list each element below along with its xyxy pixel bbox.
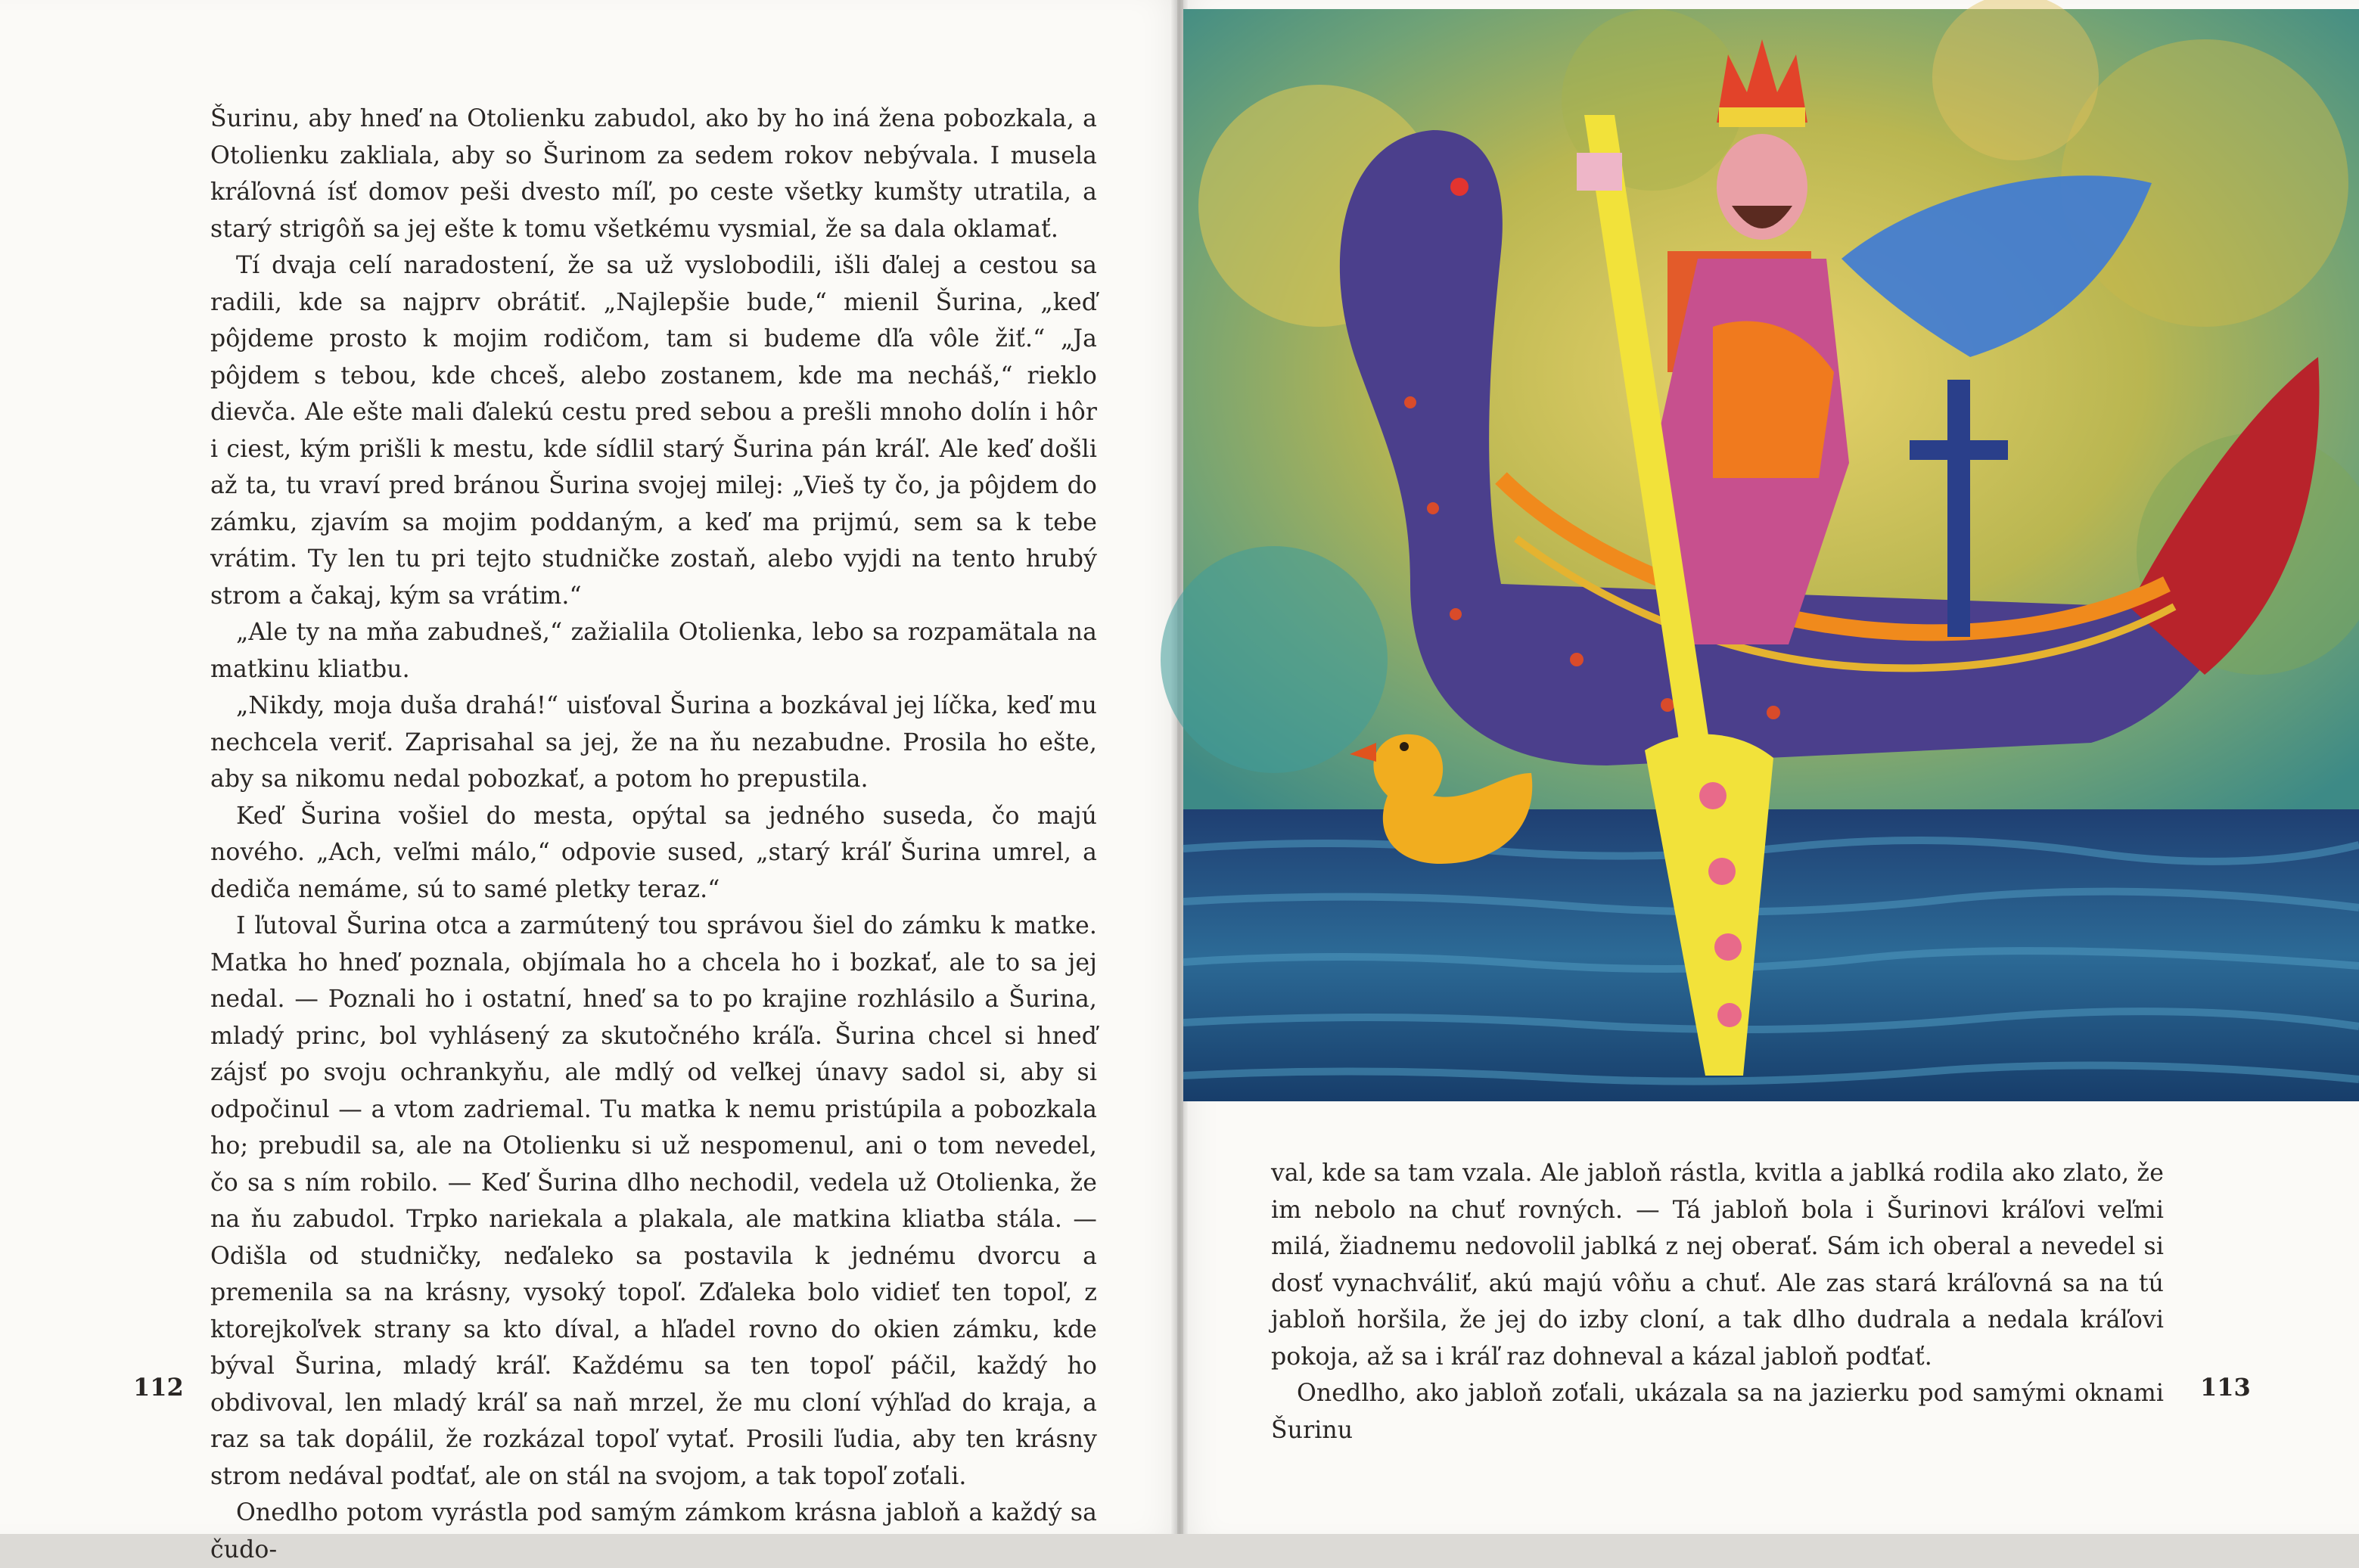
paragraph: Tí dvaja celí naradostení, že sa už vyslobodili, išli ďalej a cestou sa radili, kde sa najprv obrátiť. „Najlepšie bude,“ mienil Šurina, „keď pôjdeme prosto k mojim rodičom, tam si budeme dľa vôle žiť.“ „Ja pôjdem s tebou, kde chceš, alebo zostanem, kde ma necháš,“ rieklo dievča. Ale ešte mali ďalekú cestu pred sebou a prešli mnoho dolín i hôr i ciest, kým prišli k mestu, kde sídlil starý Šurina pán kráľ. Ale keď došli až ta, tu vraví pred bránou Šurina svojej milej: „Vieš ty čo, ja pôjdem do zámku, zjavím sa mojim poddaným, a keď ma prijmú, sem sa k tebe vrátim. Ty len tu pri tejto studničke zostaň, alebo vyjdi na tento hrubý strom a čakaj, kým sa vrátim.“ (210, 252, 1097, 610)
swan-eye (1450, 178, 1469, 196)
duck-eye (1400, 742, 1409, 751)
paragraph: Onedlho potom vyrástla pod samým zámkom krásna jabloň a každý sa čudo- (210, 1499, 1097, 1563)
illustration-canvas (1183, 9, 2359, 1101)
right-page-text (1271, 1155, 2164, 1448)
left-page (0, 0, 1177, 1563)
paragraph: val, kde sa tam vzala. Ale jabloň rástla, kvitla a jablká rodila ako zlato, že im nebolo na chuť rovných. — Tá jabloň bola i Šurinovi kráľovi veľmi milá, žiadnemu nedovolil jablká z nej oberať. Sám ich oberal a nevedel si dosť vynachváliť, akú majú vôňu a chuť. Ale zas stará kráľovná sa na tú jabloň horšila, že jej do izby cloní, a tak dlho dudrala a nedala kráľovi pokoja, až sa i kráľ raz dohneval a kázal jabloň podťať. (1271, 1160, 2164, 1371)
left-page-text (210, 101, 1097, 1568)
crown-band (1719, 107, 1805, 127)
paragraph: Onedlho, ako jabloň zoťali, ukázala sa na jazierku pod samými oknami Šurinu (1271, 1380, 2164, 1444)
sword-hilt (1910, 440, 2008, 460)
paragraph: I ľutoval Šurina otca a zarmútený tou správou šiel do zámku k matke. Matka ho hneď poznala, objímala ho a chcela ho i bozkať, ale to sa jej nedal. — Poznali ho i ostatní, hneď sa to po krajine rozhlásilo a Šurina, mladý princ, bol vyhlásený za skutočného kráľa. Šurina chcel si hneď zájsť po svoju ochrankyňu, ale mdlý od veľkej únavy sadol si, aby si odpočinul — a vtom zadriemal. Tu matka k nemu pristúpila a pobozkala ho; prebudil sa, ale na Otolienku si už nespomenul, ani o tom nevedel, čo sa s ním robilo. — Keď Šurina dlho nechodil, vedela už Otolienka, že na ňu zabudol. Trpko nariekala a plakala, ale matkina kliatba stála. — Odišla od studničky, neďaleko sa postavila k jednému dvorcu a premenila sa na krásny, vysoký topoľ. Zďaleka bolo vidieť ten topoľ, z ktorejkoľvek strany sa kto díval, a hľadel rovno do okien zámku, kde býval Šurina, mladý kráľ. Každému sa ten topoľ páčil, každý ho obdivoval, len mladý kráľ sa naň mrzel, že mu cloní výhľad do kraja, a raz sa tak dopálil, že rozkázal topoľ vytať. Prosili ľudia, aby ten krásny strom nedával podťať, ale on stál na svojom, a tak topoľ zoťali. (210, 912, 1097, 1490)
sword-blade (1947, 380, 1970, 637)
illustration-king-in-swan-boat (1183, 9, 2359, 1101)
page-number-right: 113 (2200, 1373, 2251, 1402)
sky-patch (1932, 0, 2099, 160)
paragraph: „Ale ty na mňa zabudneš,“ zažialila Otolienka, lebo sa rozpamätala na matkinu kliatbu. (210, 619, 1097, 683)
page-number-left: 112 (133, 1373, 184, 1402)
king-hand (1577, 153, 1622, 191)
sky-patch (1161, 546, 1388, 773)
paragraph: Keď Šurina vošiel do mesta, opýtal sa jedného suseda, čo majú nového. „Ach, veľmi málo,“ odpovie sused, „starý kráľ Šurina umrel, a dediča nemáme, sú to samé pletky teraz.“ (210, 802, 1097, 903)
paragraph: Šurinu, aby hneď na Otolienku zabudol, ako by ho iná žena pobozkala, a Otolienku zakliala, aby so Šurinom za sedem rokov nebývala. I musela kráľovná ísť domov peši dvesto míľ, po ceste všetky kumšty utratila, a starý strigôň sa jej ešte k tomu všetkému vysmial, že sa dala oklamať. (210, 105, 1097, 243)
paragraph: „Nikdy, moja duša drahá!“ uisťoval Šurina a bozkával jej líčka, keď mu nechcela veriť. Zaprisahal sa jej, že na ňu nezabudne. Prosila ho ešte, aby sa nikomu nedal pobozkať, a potom ho prepustila. (210, 692, 1097, 793)
